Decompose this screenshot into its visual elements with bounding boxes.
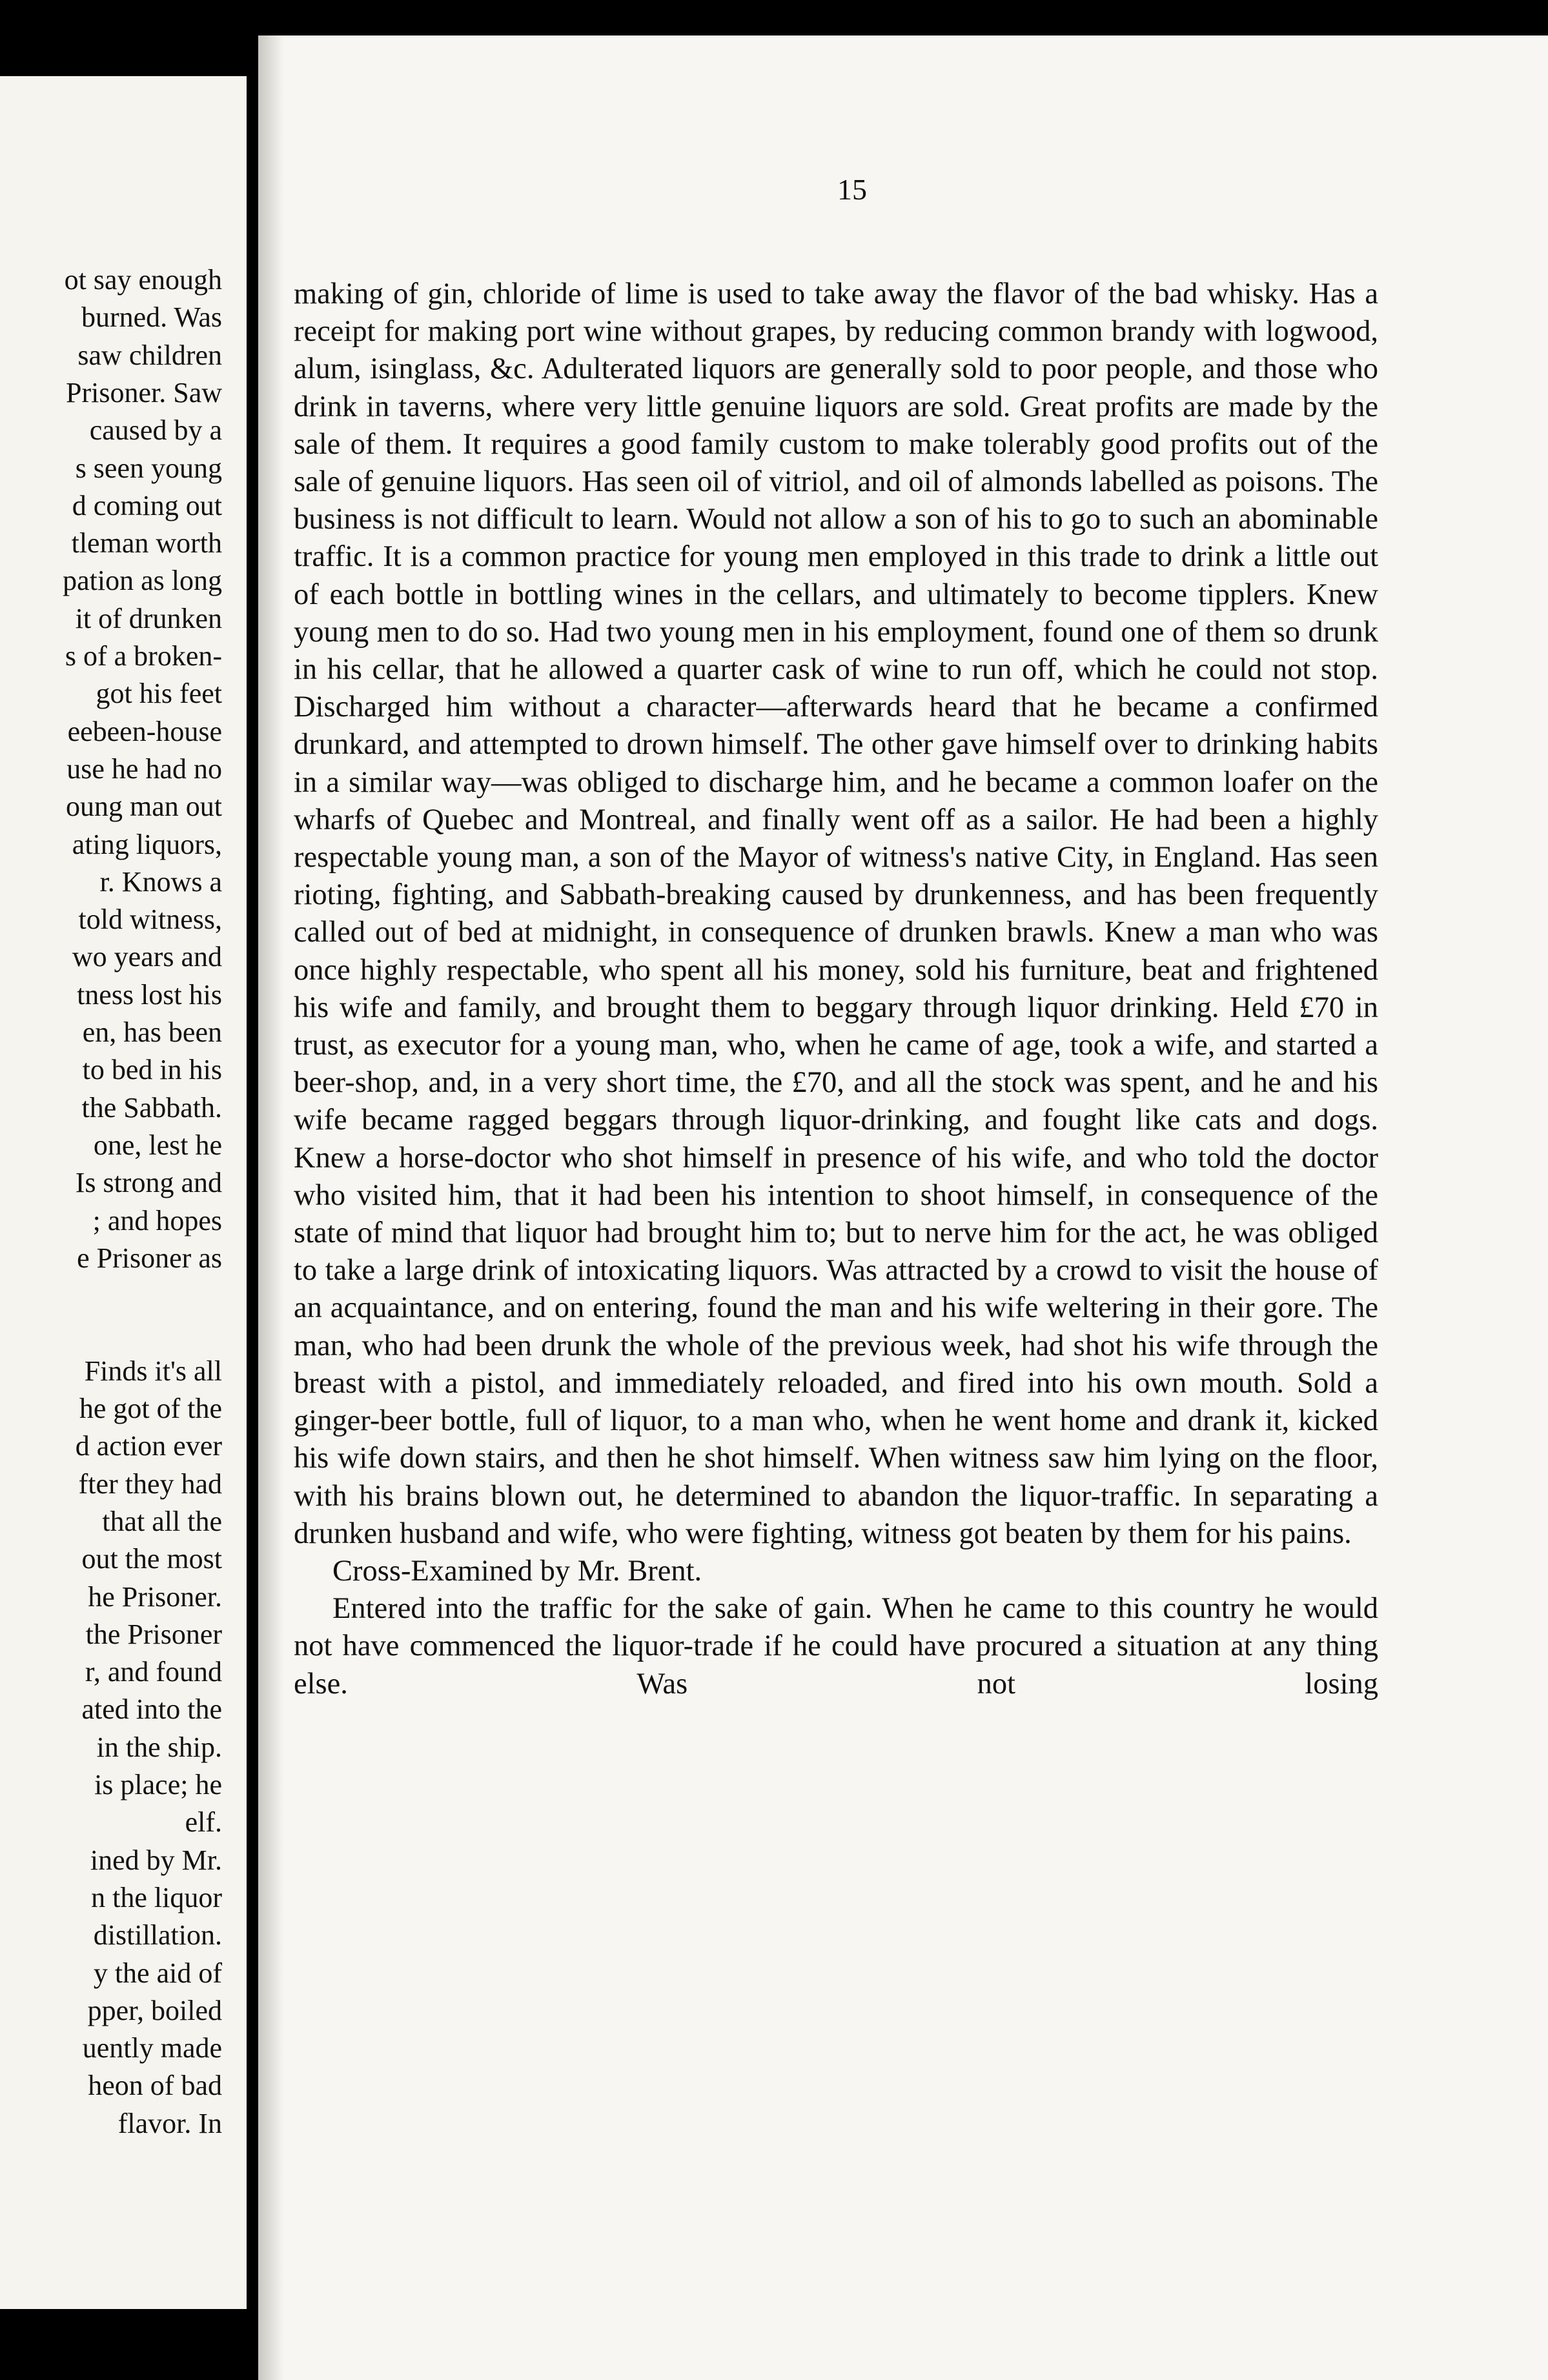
facing-page-line: ; and hopes <box>92 1204 222 1236</box>
facing-page-line: tness lost his <box>77 978 222 1011</box>
facing-page-line: saw children <box>77 339 222 371</box>
facing-page-line: d action ever <box>75 1430 222 1462</box>
facing-page-line: ating liquors, <box>72 828 222 860</box>
facing-page-line: eebeen-house <box>67 715 222 747</box>
facing-page-line: elf. <box>185 1806 222 1839</box>
facing-page-line: r. Knows a <box>99 865 222 898</box>
facing-page-line: ated into the <box>81 1693 222 1726</box>
facing-page-line: out the most <box>81 1543 222 1575</box>
facing-page-line: use he had no <box>66 752 222 785</box>
facing-page-line: Prisoner. Saw <box>66 376 222 408</box>
facing-page-line: oung man out <box>66 791 222 823</box>
facing-page-line: to bed in his <box>82 1054 222 1086</box>
facing-page-line: got his feet <box>96 678 222 710</box>
facing-page-line: pper, boiled <box>87 1994 222 2026</box>
facing-page-line: he Prisoner. <box>88 1580 222 1613</box>
facing-page-line: ot say enough <box>64 264 222 296</box>
facing-page-line: pation as long <box>63 565 222 597</box>
cross-examination-heading: Cross-Examined by Mr. Brent. <box>332 1554 702 1588</box>
facing-page-line: n the liquor <box>91 1881 222 1913</box>
facing-page-line: fter they had <box>78 1467 222 1500</box>
facing-page-line: caused by a <box>89 414 222 447</box>
facing-page-line: tleman worth <box>71 527 222 560</box>
page-number: 15 <box>837 173 867 206</box>
page-body-text <box>294 276 1378 1703</box>
facing-page-line: it of drunken <box>75 602 222 634</box>
facing-page-line: distillation. <box>93 1919 222 1951</box>
testimony-paragraph: making of gin, chloride of lime is used to take away the flavor of the bad whisky. Has a receipt for making port wine without grapes, by reducing common brandy with logwood, alum, isinglass, &c. Adulterated liquors are generally sold to poor people, and those who drink in taverns, where very little genuine liquors are sold. Great profits are made by the sale of them. It requires a good family custom to make tolerably good profits out of the sale of genuine liquors. Has seen oil of vitriol, and oil of almonds labelled as poisons. The business is not difficult to learn. Would not allow a son of his to go to such an abominable traffic. It is a common practice for young men employed in this trade to drink a little out of each bottle in bottling wines in the cellars, and ultimately to become tipplers. Knew young men to do so. Had two young men in his employment, found one of them so drunk in his cellar, that he allowed a quarter cask of wine to run off, which he could not stop. Discharged him without a character—afterwards heard that he became a confirmed drunkard, and attempted to drown himself. The other gave himself over to drinking habits in a similar way—was obliged to discharge him, and he became a common loafer on the wharfs of Quebec and Montreal, and finally went off as a sailor. He had been a highly respectable young man, a son of the Mayor of witness's native City, in England. Has seen rioting, fighting, and Sabbath-breaking caused by drunkenness, and has been frequently called out of bed at midnight, in consequence of drunken brawls. Knew a man who was once highly respectable, who spent all his money, sold his furniture, beat and frightened his wife and family, and brought them to beggary through liquor drinking. Held £70 in trust, as executor for a young man, who, when he came of age, took a wife, and started a beer-shop, and, in a very short time, the £70, and all the stock was spent, and he and his wife became ragged beggars through liquor-drinking, and fought like cats and dogs. Knew a horse-doctor who shot himself in presence of his wife, and who told the doctor who visited him, that it had been his intention to shoot himself, in consequence of the state of mind that liquor had brought him to; but to nerve him for the act, he was obliged to take a large drink of intoxicating liquors. Was attracted by a crowd to visit the house of an acquaintance, and on entering, found the man and his wife weltering in their gore. The man, who had been drunk the whole of the previous week, had shot his wife through the breast with a pistol, and immediately reloaded, and fired into his own mouth. Sold a ginger-beer bottle, full of liquor, to a man who, when he went home and drank it, kicked his wife down stairs, and then he shot himself. When witness saw him lying on the floor, with his brains blown out, he determined to abandon the liquor-traffic. In separating a drunken husband and wife, who were fighting, witness got beaten by them for his pains. <box>294 277 1378 1550</box>
facing-page-fragment <box>0 76 247 2309</box>
book-page <box>258 35 1548 2380</box>
facing-page-line: Is strong and <box>75 1167 222 1199</box>
facing-page-line: heon of bad <box>88 2070 222 2102</box>
facing-page-line: ined by Mr. <box>90 1844 222 1876</box>
facing-page-line: flavor. In <box>117 2107 222 2139</box>
facing-page-line: the Sabbath. <box>81 1091 222 1124</box>
facing-page-line: the Prisoner <box>85 1618 222 1650</box>
facing-page-line: en, has been <box>82 1016 222 1048</box>
facing-page-line: s of a broken- <box>65 640 222 672</box>
facing-page-line: Finds it's all <box>84 1355 222 1387</box>
facing-page-line: s seen young <box>75 452 222 484</box>
cross-examination-paragraph: Entered into the traffic for the sake of gain. When he came to this country he would not have commenced the liquor-trade if he could have procured a situation at any thing else. Was not losing <box>294 1592 1378 1700</box>
facing-page-line: that all the <box>102 1505 222 1537</box>
facing-page-line: wo years and <box>72 941 222 973</box>
facing-page-line: burned. Was <box>81 301 222 334</box>
facing-page-line: in the ship. <box>96 1731 222 1763</box>
facing-page-line: d coming out <box>72 489 222 521</box>
facing-page-line: uently made <box>82 2032 222 2064</box>
facing-page-line: r, and found <box>85 1656 222 1688</box>
facing-page-line: is place; he <box>94 1769 222 1800</box>
gutter-shadow <box>258 35 284 2380</box>
facing-page-line: y the aid of <box>93 1957 222 1989</box>
facing-page-line: he got of the <box>79 1393 222 1424</box>
facing-page-line: e Prisoner as <box>77 1242 222 1274</box>
facing-page-line: one, lest he <box>93 1129 222 1161</box>
facing-page-line: told witness, <box>78 903 222 936</box>
